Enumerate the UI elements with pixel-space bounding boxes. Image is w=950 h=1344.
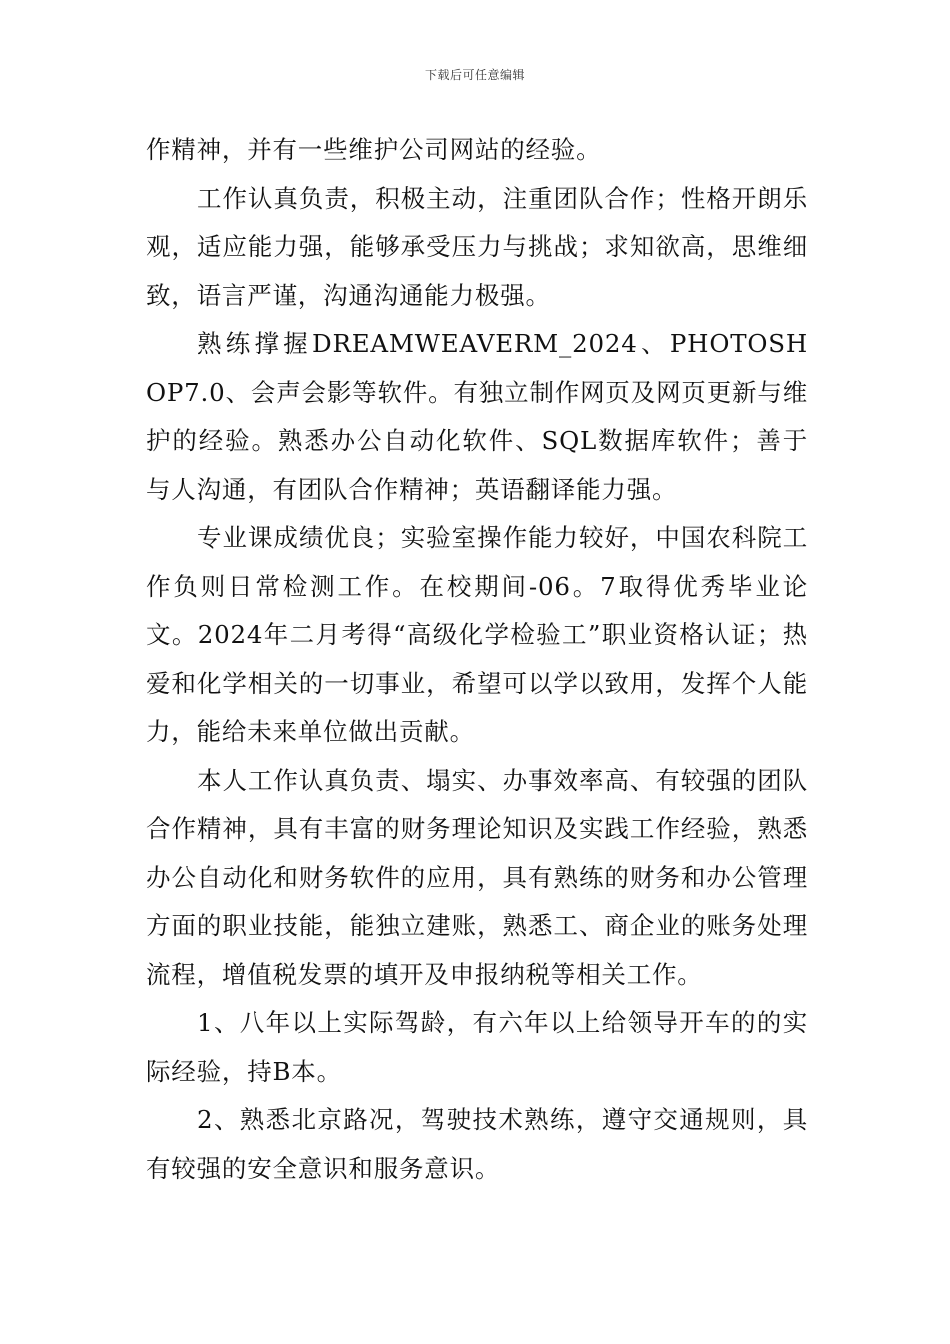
paragraph-6: 1、八年以上实际驾龄，有六年以上给领导开车的的实际经验，持B本。	[146, 1008, 808, 1086]
page-header: 下载后可任意编辑	[424, 68, 525, 82]
paragraph-7: 2、熟悉北京路况，驾驶技术熟练，遵守交通规则，具有较强的安全意识和服务意识。	[146, 1105, 808, 1183]
paragraph-2: 工作认真负责，积极主动，注重团队合作；性格开朗乐观，适应能力强，能够承受压力与挑战；求知欲高，思维细致，语言严谨，沟通沟通能力极强。	[146, 183, 808, 310]
document-body	[146, 126, 808, 1193]
paragraph-5: 本人工作认真负责、塌实、办事效率高、有较强的团队合作精神，具有丰富的财务理论知识及实践工作经验，熟悉办公自动化和财务软件的应用，具有熟练的财务和办公管理方面的职业技能，能独立建账，熟悉工、商企业的账务处理流程，增值税发票的填开及申报纳税等相关工作。	[146, 765, 808, 989]
paragraph-4: 专业课成绩优良；实验室操作能力较好，中国农科院工作负则日常检测工作。在校期间-06。7取得优秀毕业论文。2024年二月考得“高级化学检验工”职业资格认证；热爱和化学相关的一切事业，希望可以学以致用，发挥个人能力，能给未来单位做出贡献。	[146, 523, 808, 746]
paragraph-1: 作精神，并有一些维护公司网站的经验。	[146, 135, 602, 164]
paragraph-3: 熟练撑握DREAMWEAVERM_2024、PHOTOSHOP7.0、会声会影等软件。有独立制作网页及网页更新与维护的经验。熟悉办公自动化软件、SQL数据库软件；善于与人沟通，有团队合作精神；英语翻译能力强。	[146, 329, 808, 504]
